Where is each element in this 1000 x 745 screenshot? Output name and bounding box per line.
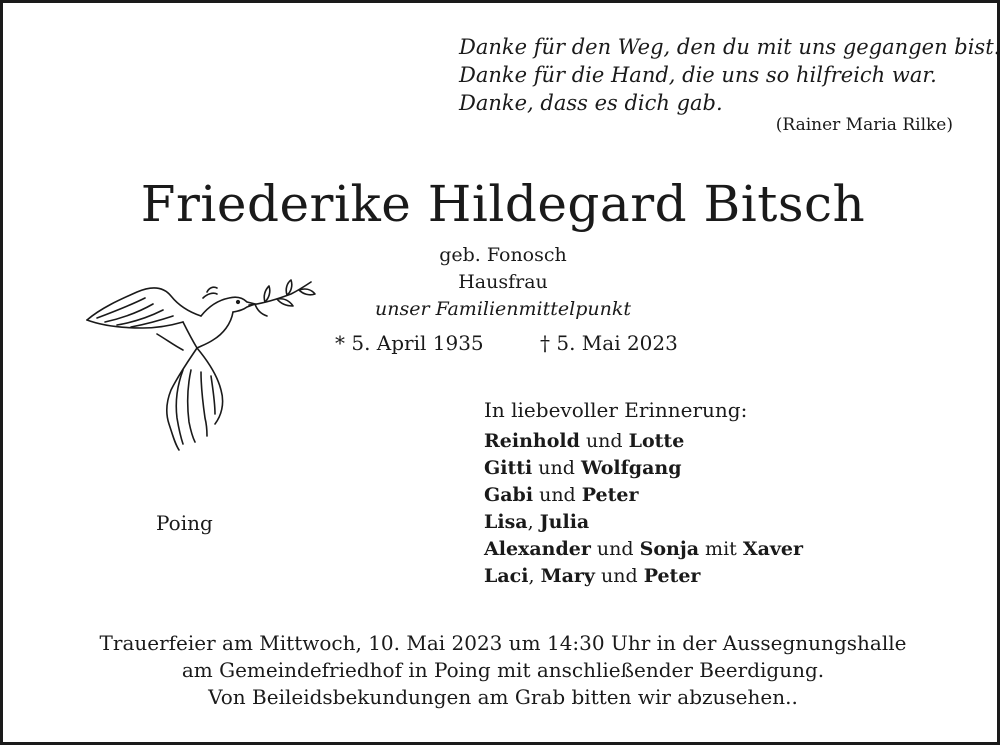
dove-icon (79, 278, 319, 462)
mourner-name: Alexander (484, 538, 591, 560)
quote-line: Danke, dass es dich gab. (459, 91, 723, 115)
funeral-info (3, 630, 1000, 711)
occupation: Hausfrau (458, 271, 548, 293)
birth-name: geb. Fonosch (439, 244, 567, 266)
rilke-quote (459, 33, 1000, 117)
funeral-line: am Gemeindefriedhof in Poing mit anschließender Beerdigung. (181, 658, 825, 682)
mourner-row (484, 455, 803, 482)
mourner-row (484, 509, 803, 536)
mourner-row (484, 482, 803, 509)
mourner-row (484, 428, 803, 455)
funeral-line: Von Beileidsbekundungen am Grab bitten wir abzusehen.. (208, 685, 798, 709)
quote-line: Danke für die Hand, die uns so hilfreich war. (459, 63, 937, 87)
mourner-connector: und (532, 457, 581, 479)
mourner-name: Xaver (742, 538, 804, 560)
mourners-list (484, 428, 803, 590)
mourner-name: Reinhold (484, 430, 580, 452)
mourner-row (484, 563, 803, 590)
place-name: Poing (156, 511, 213, 535)
mourner-connector: , (527, 511, 540, 533)
mourner-row (484, 536, 803, 563)
birth-date: * 5. April 1935 (335, 331, 484, 355)
deceased-name: Friederike Hildegard Bitsch (140, 175, 866, 233)
quote-author: (Rainer Maria Rilke) (775, 115, 953, 135)
mourner-connector: und (594, 565, 644, 587)
mourner-name: Lisa (484, 511, 528, 533)
remembrance-heading: In liebevoller Erinnerung: (484, 398, 748, 422)
death-date: † 5. Mai 2023 (540, 331, 678, 355)
mourner-name: Peter (643, 565, 701, 587)
mourner-connector: und (590, 538, 640, 560)
mourner-name: Julia (539, 511, 590, 533)
mourner-connector: und (533, 484, 582, 506)
mourner-name: Lotte (628, 430, 685, 452)
mourner-connector: und (579, 430, 629, 452)
funeral-line: Trauerfeier am Mittwoch, 10. Mai 2023 um 14:30 Uhr in der Aussegnungshalle (99, 631, 907, 655)
mourner-name: Sonja (639, 538, 700, 560)
family-role: unser Familienmittelpunkt (374, 298, 631, 320)
mourner-name: Wolfgang (580, 457, 682, 479)
mourner-name: Mary (540, 565, 595, 587)
mourner-name: Gitti (484, 457, 533, 479)
quote-line: Danke für den Weg, den du mit uns gegangen bist. (459, 35, 1000, 59)
mourner-name: Peter (581, 484, 639, 506)
mourner-connector: mit (699, 538, 743, 560)
mourner-name: Laci (484, 565, 529, 587)
mourner-name: Gabi (484, 484, 534, 506)
mourner-connector: , (528, 565, 541, 587)
